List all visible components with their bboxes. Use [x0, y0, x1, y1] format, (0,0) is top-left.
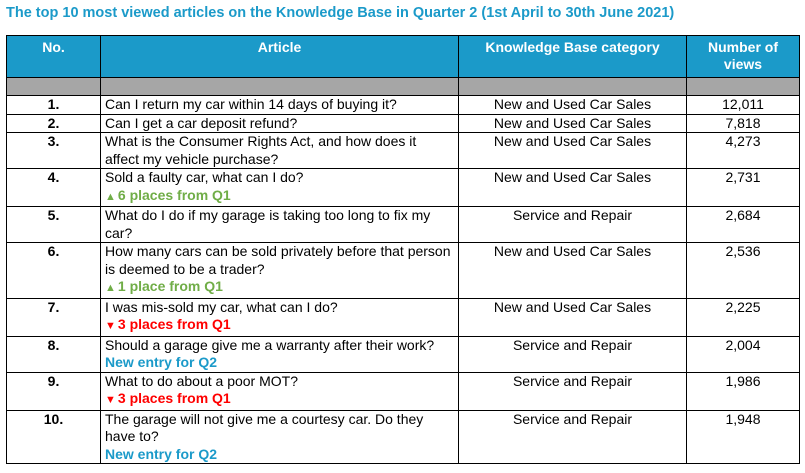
article-cell — [101, 207, 459, 243]
article-cell — [101, 169, 459, 207]
rank-change-text: 1 place from Q1 — [117, 278, 223, 294]
header-row — [7, 36, 800, 78]
rank-cell: 6. — [7, 243, 101, 299]
article-title: Sold a faulty car, what can I do? — [105, 169, 304, 185]
table-row — [7, 298, 800, 336]
views-cell: 2,731 — [687, 169, 800, 207]
rank-change-text: 3 places from Q1 — [117, 390, 231, 406]
article-title: What do I do if my garage is taking too long to fix my car? — [105, 207, 431, 241]
rank-change-text: New entry for Q2 — [105, 445, 218, 462]
table-row — [7, 169, 800, 207]
article-title: The garage will not give me a courtesy car. Do they have to? — [105, 410, 424, 444]
triangle-down-icon: ▼ — [105, 320, 116, 332]
triangle-up-icon: ▲ — [105, 282, 116, 294]
rank-cell: 4. — [7, 169, 101, 207]
views-cell: 1,986 — [687, 372, 800, 410]
table-row — [7, 207, 800, 243]
rank-cell: 5. — [7, 207, 101, 243]
views-cell: 4,273 — [687, 133, 800, 169]
header-article: Article — [101, 36, 459, 78]
rank-change — [105, 390, 454, 410]
category-cell: New and Used Car Sales — [459, 114, 687, 133]
table-row — [7, 96, 800, 115]
article-title: What is the Consumer Rights Act, and how does it affect my vehicle purchase? — [105, 133, 417, 167]
rank-cell: 2. — [7, 114, 101, 133]
rank-change-text: 6 places from Q1 — [117, 186, 231, 203]
header-views: Number of views — [687, 36, 800, 78]
article-title: What to do about a poor MOT? — [105, 372, 298, 389]
article-cell — [101, 96, 459, 115]
rank-cell: 7. — [7, 298, 101, 336]
views-cell: 1,948 — [687, 410, 800, 464]
triangle-down-icon: ▼ — [105, 394, 116, 406]
views-cell: 7,818 — [687, 114, 800, 133]
table-row — [7, 114, 800, 133]
table-row — [7, 133, 800, 169]
spacer-cell — [459, 78, 687, 96]
table-row — [7, 410, 800, 464]
category-cell: New and Used Car Sales — [459, 96, 687, 115]
rank-change-text: New entry for Q2 — [105, 354, 218, 370]
header-no: No. — [7, 36, 101, 78]
page-title: The top 10 most viewed articles on the Knowledge Base in Quarter 2 (1st April to 30th June 2021) — [6, 5, 675, 21]
article-title: Can I return my car within 14 days of buying it? — [105, 96, 397, 112]
category-cell: Service and Repair — [459, 207, 687, 243]
rank-cell: 1. — [7, 96, 101, 115]
article-title: How many cars can be sold privately before that person is deemed to be a trader? — [105, 243, 451, 277]
rank-change — [105, 187, 454, 207]
triangle-up-icon: ▲ — [105, 190, 116, 203]
category-cell: New and Used Car Sales — [459, 243, 687, 299]
views-cell: 2,684 — [687, 207, 800, 243]
views-cell: 2,225 — [687, 298, 800, 336]
spacer-cell — [101, 78, 459, 96]
rank-cell: 8. — [7, 336, 101, 372]
spacer-row — [7, 78, 800, 96]
article-title: I was mis-sold my car, what can I do? — [105, 298, 338, 315]
rank-cell: 9. — [7, 372, 101, 410]
table-row — [7, 372, 800, 410]
category-cell: Service and Repair — [459, 336, 687, 372]
table-row — [7, 243, 800, 299]
top-articles-table — [6, 35, 800, 464]
header-category: Knowledge Base category — [459, 36, 687, 78]
category-cell: New and Used Car Sales — [459, 133, 687, 169]
rank-change — [105, 354, 454, 372]
category-cell: Service and Repair — [459, 410, 687, 464]
category-cell: New and Used Car Sales — [459, 169, 687, 207]
article-cell — [101, 298, 459, 336]
rank-cell: 3. — [7, 133, 101, 169]
views-cell: 12,011 — [687, 96, 800, 115]
article-cell — [101, 114, 459, 133]
rank-cell: 10. — [7, 410, 101, 464]
rank-change — [105, 446, 454, 464]
article-cell — [101, 372, 459, 410]
table-row — [7, 336, 800, 372]
rank-change-text: 3 places from Q1 — [117, 316, 231, 332]
category-cell: New and Used Car Sales — [459, 298, 687, 336]
article-cell — [101, 243, 459, 299]
article-title: Should a garage give me a warranty after their work? — [105, 336, 435, 353]
category-cell: Service and Repair — [459, 372, 687, 410]
spacer-cell — [687, 78, 800, 96]
article-cell — [101, 410, 459, 464]
rank-change — [105, 316, 454, 336]
views-cell: 2,004 — [687, 336, 800, 372]
article-cell — [101, 133, 459, 169]
rank-change — [105, 278, 454, 298]
article-title: Can I get a car deposit refund? — [105, 114, 298, 131]
article-cell — [101, 336, 459, 372]
views-cell: 2,536 — [687, 243, 800, 299]
spacer-cell — [7, 78, 101, 96]
